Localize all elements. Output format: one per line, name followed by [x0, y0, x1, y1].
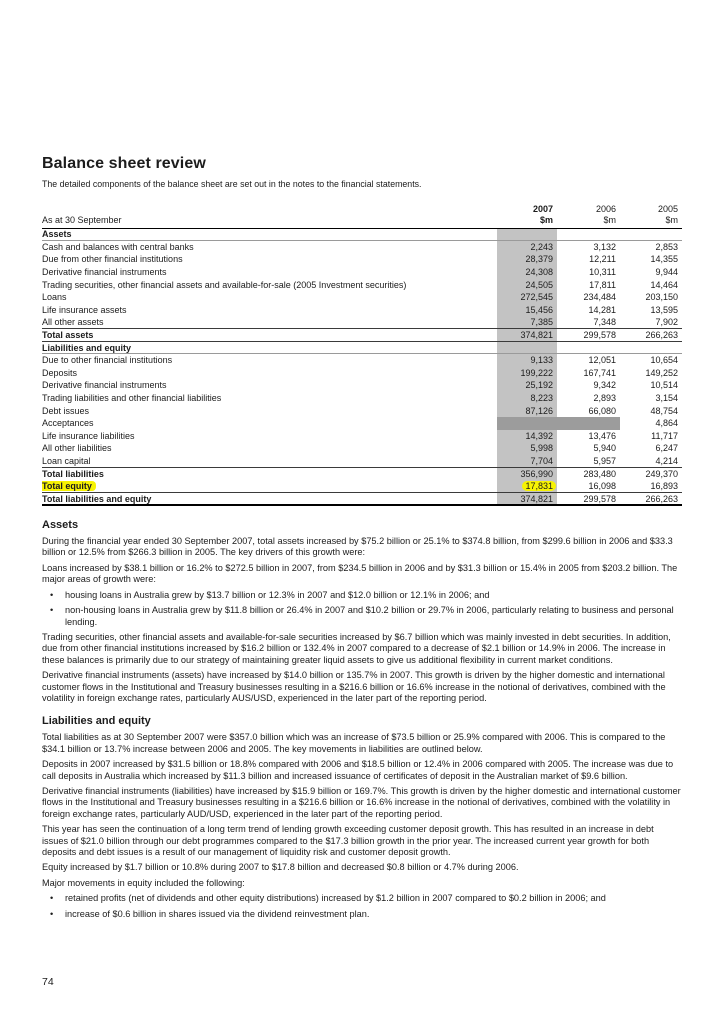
value-2005: 14,355	[650, 254, 678, 265]
value-2006: 12,051	[588, 355, 616, 366]
body-paragraph: Deposits in 2007 increased by $31.5 billion or 18.8% compared with 2006 and $18.5 billion or 12.4% in 2006 compared with 2005. The increase was due to call deposits in Australia which increased by $11.3 billion and increased issuance of certificates of deposit in the Australian market of $9.6 billion.	[42, 759, 674, 781]
value-2006: 2,893	[593, 393, 616, 404]
page-subtitle: The detailed components of the balance sheet are set out in the notes to the financial statements.	[42, 179, 422, 189]
value-2005: 10,654	[650, 355, 678, 366]
value-2005: 4,864	[655, 418, 678, 429]
table-row	[42, 392, 682, 405]
narrative-sections	[42, 519, 682, 920]
page-content	[42, 155, 682, 924]
row-label: Deposits	[42, 367, 78, 378]
value-2007	[497, 341, 557, 354]
value-2007: 14,392	[497, 430, 557, 443]
value-2006: 9,342	[593, 380, 616, 391]
value-2005: 9,944	[655, 267, 678, 278]
value-2007	[497, 480, 557, 493]
table-year-header-row	[42, 200, 682, 214]
value-2006: 234,484	[583, 292, 616, 303]
section-header-row	[42, 228, 682, 241]
table-row	[42, 404, 682, 417]
row-label: Due to other financial institutions	[42, 355, 173, 366]
row-label: Trading liabilities and other financial liabilities	[42, 393, 222, 404]
section-heading-liabilities-and-equity: Liabilities and equity	[42, 715, 151, 728]
value-2007	[497, 228, 557, 241]
value-2006: 17,811	[589, 279, 616, 290]
value-2006: 12,211	[589, 254, 616, 265]
value-2006	[557, 341, 620, 354]
body-paragraph: Derivative financial instruments (liabilities) have increased by $15.9 billion or 169.7%. This growth is driven by the higher domestic and international customer flows in the Institutional and Treasury businesses resulting in a $216.6 billion or 16.6% increase in the notional of derivatives, combined with the volatility in foreign exchange rates, particularly AUD/USD, experienced in the later part of the reporting period.	[42, 785, 681, 819]
table-row	[42, 316, 682, 329]
value-2005: 266,263	[620, 492, 682, 505]
table-row	[42, 367, 682, 380]
year-header-2005: 2005	[657, 204, 678, 214]
value-2006: 16,098	[557, 480, 620, 493]
value-2007: 8,223	[497, 392, 557, 405]
value-2005: 48,754	[650, 405, 678, 416]
page-title: Balance sheet review	[42, 155, 206, 172]
value-2007: 374,821	[497, 329, 557, 342]
row-label: Trading securities, other financial assets and available-for-sale (2005 Investment securities)	[42, 279, 407, 290]
value-2006: 3,132	[593, 242, 616, 253]
row-label: Debt issues	[42, 405, 90, 416]
year-header-2006: 2006	[595, 204, 616, 214]
highlighted-value: 17,831	[522, 481, 556, 491]
total-row	[42, 329, 682, 342]
body-paragraph: Derivative financial instruments (assets) have increased by $14.0 billion or 135.7% in 2007. This growth is driven by the higher domestic and international customer flows in the Institutional and Treasury businesses resulting in a $216.6 billion or 16.6% increase in the notional of derivatives, combined with the volatility in foreign exchange rates, particularly AUS/USD, experienced in the later part of the reporting period.	[42, 670, 666, 703]
value-2005: 249,370	[620, 467, 682, 480]
value-2007	[497, 417, 557, 430]
table-row	[42, 455, 682, 468]
value-2005: 14,464	[650, 279, 678, 290]
body-paragraph: This year has seen the continuation of a long term trend of lending growth exceeding customer deposit growth. This has resulted in an increase in debt issues of $21.0 billion through our debt programmes compared to the $17.3 billion growth in the prior year. The increased current year growth for both deposits and debt issues is a result of our management of liquidity risk and customer deposit growth.	[42, 824, 654, 857]
table-row	[42, 241, 682, 254]
row-label: Loan capital	[42, 455, 91, 466]
row-label: Total assets	[42, 329, 497, 342]
row-label: Assets	[42, 228, 497, 241]
bullet-text: non-housing loans in Australia grew by $11.8 billion or 26.4% in 2007 and $10.2 billion or 29.7% in 2006, particularly relating to business and personal lending.	[65, 605, 674, 627]
unit-header-2006: $m	[557, 214, 620, 228]
table-row	[42, 354, 682, 367]
value-2005: 4,214	[655, 455, 678, 466]
value-2006: 13,476	[588, 430, 616, 441]
table-row	[42, 430, 682, 443]
body-paragraph: Major movements in equity included the following:	[42, 877, 245, 888]
unit-header-2005: $m	[620, 214, 682, 228]
body-paragraph: Equity increased by $1.7 billion or 10.8% during 2007 to $17.8 billion and decreased $0.8 billion or 4.7% during 2006.	[42, 862, 519, 873]
row-label: Life insurance assets	[42, 304, 127, 315]
bullet-marker-icon: •	[50, 893, 54, 904]
section-header-row	[42, 341, 682, 354]
as-at-date-label: As at 30 September	[42, 214, 497, 228]
bullet-item	[42, 893, 682, 904]
section-heading-assets: Assets	[42, 519, 79, 532]
value-2005: 6,247	[655, 443, 678, 454]
row-label: Acceptances	[42, 418, 94, 429]
balance-sheet-table	[42, 200, 682, 506]
value-2007: 24,505	[497, 278, 557, 291]
year-header-spacer	[42, 200, 497, 214]
highlighted-row-label: Total equity	[42, 481, 96, 491]
body-paragraph: Trading securities, other financial assets and available-for-sale securities increased by $6.7 billion which was mainly invested in debt securities. In addition, due from other financial institutions increased by $16.2 billion or 132.4% in 2007 compared to a decrease of $2.1 billion or 14.9% in 2006. The increase in these balances is primarily due to our strategy of maintaining greater liquid assets to give us additional flexibility in current market conditions.	[42, 631, 671, 665]
value-2005: 10,514	[650, 380, 678, 391]
total-row	[42, 480, 682, 493]
row-label: Liabilities and equity	[42, 341, 497, 354]
value-2005	[620, 341, 682, 354]
value-2005: 3,154	[655, 393, 678, 404]
value-2007: 25,192	[497, 379, 557, 392]
row-label: Total liabilities	[42, 467, 497, 480]
value-2007: 24,308	[497, 266, 557, 279]
row-label: Due from other financial institutions	[42, 254, 183, 265]
value-2005	[620, 228, 682, 241]
row-label: Total liabilities and equity	[42, 492, 497, 505]
bullet-text: increase of $0.6 billion in shares issued via the dividend reinvestment plan.	[65, 908, 370, 919]
unit-header-2007: $m	[497, 214, 557, 228]
value-2005: 13,595	[650, 304, 678, 315]
value-2006: 299,578	[557, 329, 620, 342]
table-row	[42, 417, 682, 430]
total-row	[42, 492, 682, 505]
body-paragraph: Loans increased by $38.1 billion or 16.2% to $272.5 billion in 2007, from $234.5 billion in 2006 and by $31.3 billion or 15.4% in 2005 from $203.2 billion. The major areas of growth were:	[42, 562, 678, 585]
value-2006: 5,957	[593, 455, 616, 466]
row-label: All other assets	[42, 317, 104, 328]
row-label: Derivative financial instruments	[42, 380, 167, 391]
table-row	[42, 304, 682, 317]
value-2007: 7,704	[497, 455, 557, 468]
total-row	[42, 467, 682, 480]
table-row	[42, 253, 682, 266]
bullet-marker-icon: •	[50, 908, 54, 919]
bullet-text: retained profits (net of dividends and other equity distributions) increased by $1.2 billion in 2007 compared to $0.2 billion in 2006; and	[65, 893, 606, 904]
value-2007: 2,243	[497, 241, 557, 254]
page-number: 74	[42, 976, 54, 988]
value-2005: 266,263	[620, 329, 682, 342]
value-2007: 5,998	[497, 442, 557, 455]
bullet-marker-icon: •	[50, 605, 54, 616]
value-2006	[557, 228, 620, 241]
bullet-item	[42, 605, 682, 628]
year-header-2007: 2007	[532, 204, 553, 214]
body-paragraph: During the financial year ended 30 September 2007, total assets increased by $75.2 billion or 25.1% to $374.8 billion, from $299.6 billion in 2006 and $33.3 billion or 12.5% from $266.3 billion in 2005. The key drivers of this growth were:	[42, 536, 673, 558]
bullet-text: housing loans in Australia grew by $13.7 billion or 12.3% in 2007 and $12.0 billion or 12.1% in 2006; and	[65, 589, 490, 600]
table-row	[42, 266, 682, 279]
value-2006: 5,940	[593, 443, 616, 454]
value-2006: 14,281	[588, 304, 616, 315]
row-label: Cash and balances with central banks	[42, 242, 194, 253]
value-2006: 283,480	[557, 467, 620, 480]
value-2006	[557, 417, 620, 430]
value-2007: 15,456	[497, 304, 557, 317]
value-2007: 7,385	[497, 316, 557, 329]
value-2005: 203,150	[645, 292, 678, 303]
body-paragraph: Total liabilities as at 30 September 2007 were $357.0 billion which was an increase of $73.5 billion or 25.9% compared with 2006. This is compared to the $34.1 billion or 13.7% increase between 2006 and 2005. The key movements in liabilities are outlined below.	[42, 732, 666, 754]
table-row	[42, 442, 682, 455]
value-2007: 272,545	[497, 291, 557, 304]
table-row	[42, 291, 682, 304]
value-2005: 16,893	[620, 480, 682, 493]
value-2006: 167,741	[583, 367, 616, 378]
value-2005: 7,902	[655, 317, 678, 328]
value-2007: 28,379	[497, 253, 557, 266]
value-2006: 10,311	[589, 267, 616, 278]
value-2007: 87,126	[497, 404, 557, 417]
table-unit-header-row	[42, 214, 682, 228]
value-2006: 299,578	[557, 492, 620, 505]
value-2006: 7,348	[593, 317, 616, 328]
value-2007: 199,222	[497, 367, 557, 380]
bullet-item	[42, 909, 682, 920]
value-2006: 66,080	[588, 405, 616, 416]
value-2005: 2,853	[655, 242, 678, 253]
row-label: All other liabilities	[42, 443, 112, 454]
value-2005: 11,717	[651, 430, 678, 441]
value-2007: 356,990	[497, 467, 557, 480]
table-row	[42, 278, 682, 291]
value-2007: 374,821	[497, 492, 557, 505]
bullet-item	[42, 590, 682, 601]
table-row	[42, 379, 682, 392]
row-label: Life insurance liabilities	[42, 430, 135, 441]
bullet-marker-icon: •	[50, 589, 54, 600]
row-label	[42, 480, 497, 493]
value-2005: 149,252	[645, 367, 678, 378]
value-2007: 9,133	[497, 354, 557, 367]
row-label: Loans	[42, 292, 67, 303]
row-label: Derivative financial instruments	[42, 267, 167, 278]
